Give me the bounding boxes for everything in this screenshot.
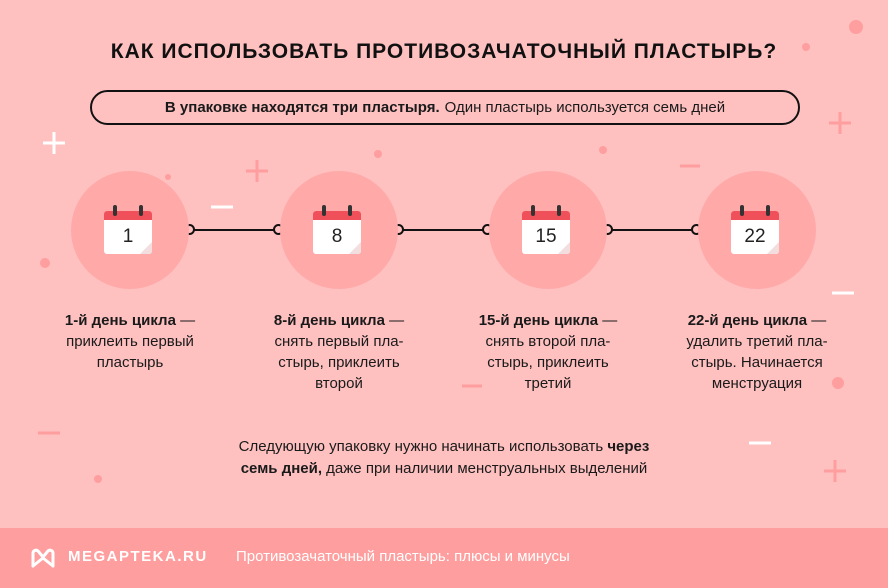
calendar-day-number: 22 <box>744 226 766 247</box>
step-day-label: 15-й день цикла <box>478 312 599 329</box>
package-info-bold: В упаковке находятся три пластыря. <box>164 99 440 116</box>
step-line: снять второй пла- <box>485 333 611 350</box>
step-dash: — <box>807 312 827 329</box>
note-bold: семь дней, <box>240 460 323 477</box>
calendar-day-number: 1 <box>122 226 134 247</box>
step-dash: — <box>598 312 618 329</box>
page-title: КАК ИСПОЛЬЗОВАТЬ ПРОТИВОЗАЧАТОЧНЫЙ ПЛАСТЫРЬ? <box>110 40 778 63</box>
step-description-8 <box>239 310 439 394</box>
calendar-day-number: 8 <box>331 226 343 247</box>
step-day-label: 1-й день цикла <box>64 312 176 329</box>
next-package-note <box>120 436 768 480</box>
step-line: приклеить первый <box>66 333 194 350</box>
brand-link[interactable]: MEGAPTEKA.RU <box>68 548 208 565</box>
footer-bar <box>0 528 888 588</box>
step-line: стырь, приклеить <box>278 354 400 371</box>
step-description-15 <box>448 310 648 394</box>
step-line: второй <box>315 375 363 392</box>
step-day-label: 8-й день цикла <box>273 312 385 329</box>
megapteka-logo-icon[interactable] <box>30 546 56 570</box>
step-line: удалить третий пла- <box>686 333 828 350</box>
step-day-label: 22-й день цикла <box>687 312 808 329</box>
step-description-22 <box>657 310 857 394</box>
package-info-text: Один пластырь используется семь дней <box>444 99 726 116</box>
connector-2-3 <box>399 229 488 231</box>
note-text: даже при наличии менструальных выделений <box>322 460 648 477</box>
footer-caption[interactable]: Противозачаточный пластырь: плюсы и минусы <box>236 548 570 565</box>
step-dash: — <box>175 312 196 329</box>
step-dash: — <box>384 312 405 329</box>
step-line: пластырь <box>96 354 164 371</box>
step-line: снять первый пла- <box>274 333 404 350</box>
note-bold: через <box>607 438 650 455</box>
step-line: третий <box>524 375 572 392</box>
calendar-day-number: 15 <box>535 226 557 247</box>
step-description-1 <box>30 310 230 373</box>
step-line: стырь, приклеить <box>487 354 609 371</box>
step-line: стырь. Начинается <box>691 354 823 371</box>
step-line: менструация <box>711 375 803 392</box>
connector-1-2 <box>190 229 279 231</box>
connector-3-4 <box>608 229 697 231</box>
note-text: Следующую упаковку нужно начинать использовать <box>238 438 608 455</box>
package-info-pill <box>90 90 800 125</box>
